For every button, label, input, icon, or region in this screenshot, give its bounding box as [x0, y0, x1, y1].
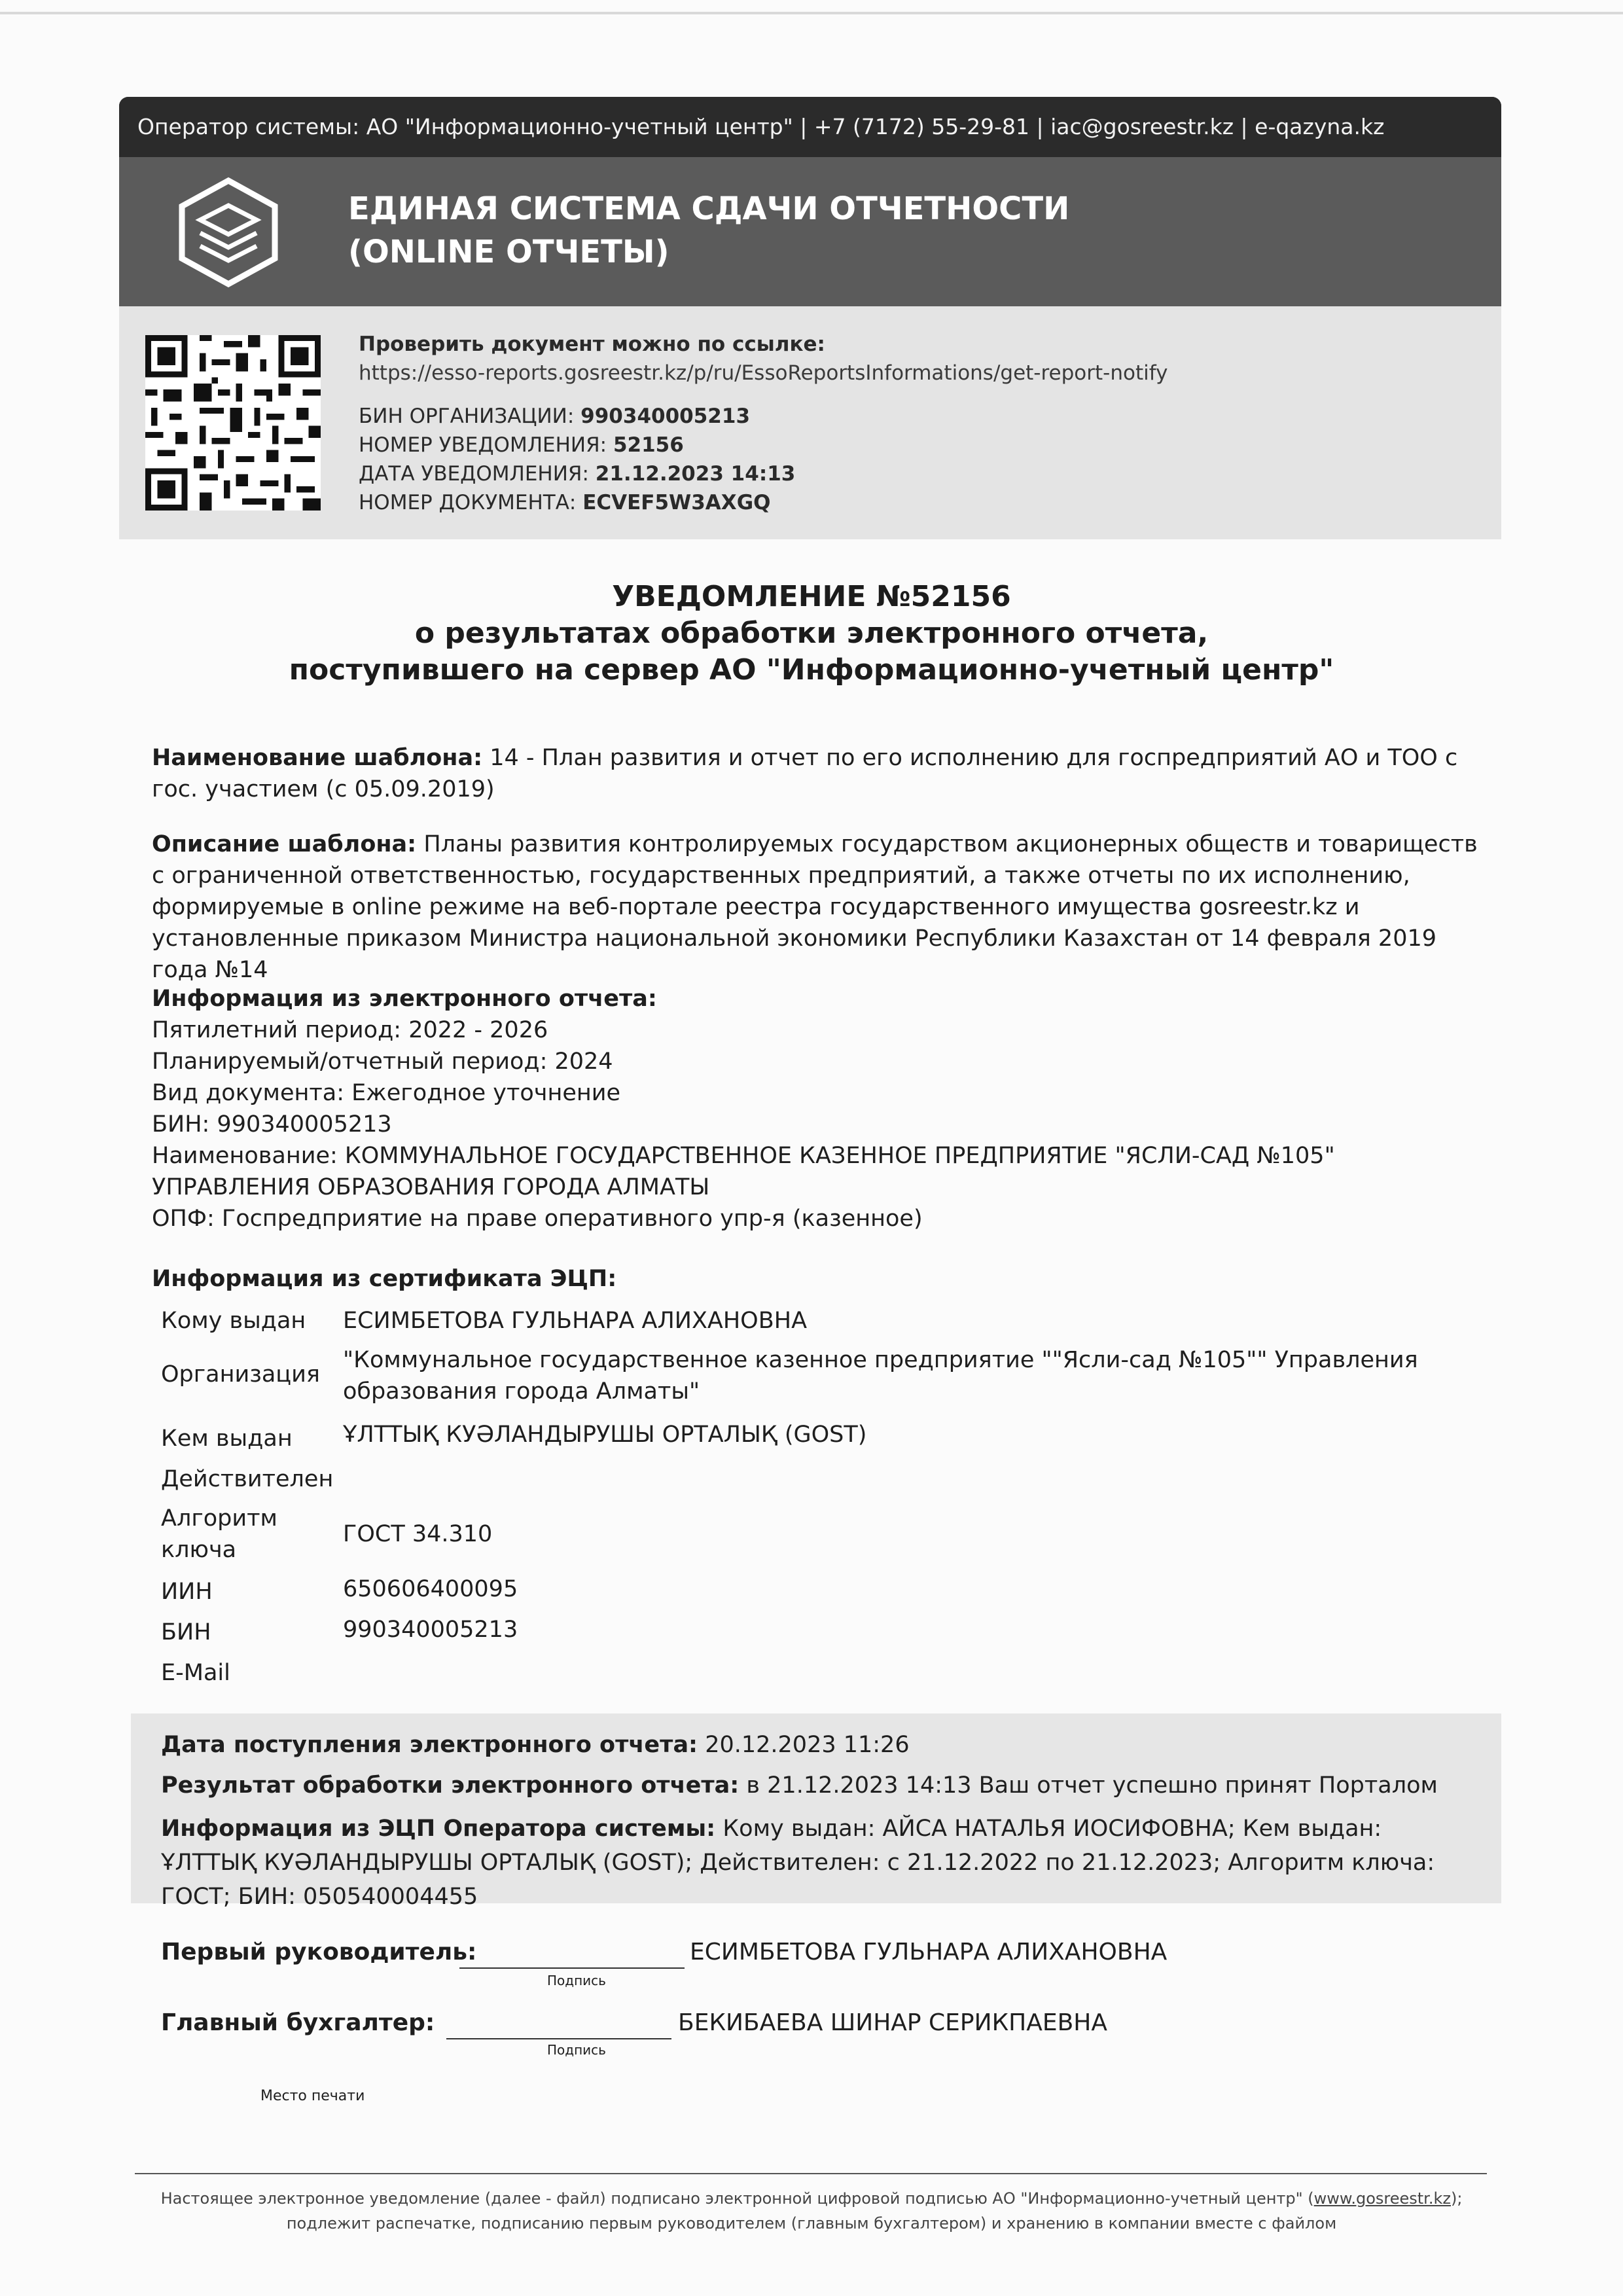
footer-line1-end: );	[1450, 2189, 1463, 2208]
footer-line1-start: Настоящее электронное уведомление (далее - файл) подписано электронной цифровой подписью АО "Информационно-учетный центр" (	[160, 2189, 1314, 2208]
received-date-row	[161, 1728, 1476, 1762]
received-date-label: Дата поступления электронного отчета:	[161, 1732, 698, 1758]
notice-number-label: НОМЕР УВЕДОМЛЕНИЯ:	[359, 433, 607, 457]
system-title	[348, 187, 1069, 274]
head-signature-label: Первый руководитель:	[161, 1939, 477, 1965]
notice-title-line2: о результатах обработки электронного отчета,	[414, 617, 1209, 650]
verification-link[interactable]: https://esso-reports.gosreestr.kz/p/ru/EssoReportsInformations/get-report-notify	[359, 361, 1168, 385]
head-signature-caption: Подпись	[547, 1973, 606, 1988]
cert-organization-label: Организация	[161, 1361, 320, 1388]
certificate-heading-block	[152, 1263, 1493, 1295]
template-description-value: Планы развития контролируемых государством акционерных обществ и товариществ с ограниченной ответственностью, государственных предприятий, а также отчеты по их исполнению, формируемые в online режиме на веб-портале реестра государственного имущества gosreestr.kz и установленные приказом Министра национальной экономики Республики Казахстан от 14 февраля 2019 года №14	[152, 831, 1478, 983]
cert-algorithm-label: Алгоритм ключа	[161, 1505, 277, 1563]
bin-value: 990340005213	[580, 404, 751, 428]
footer-line1	[0, 2186, 1623, 2211]
head-signature-line	[459, 1967, 685, 1969]
cert-algorithm-value: ГОСТ 34.310	[343, 1521, 493, 1547]
cert-bin-value: 990340005213	[343, 1617, 518, 1643]
received-date-value: 20.12.2023 11:26	[705, 1732, 910, 1758]
accountant-signature-label: Главный бухгалтер:	[161, 2009, 435, 2036]
template-name-value: 14 - План развития и отчет по его исполнению для госпредприятий АО и ТОО с гос. участием (с 05.09.2019)	[152, 745, 1458, 802]
check-label: Проверить документ можно по ссылке:	[359, 332, 825, 356]
notice-number-row	[359, 431, 1168, 459]
report-info	[152, 983, 1493, 1234]
report-five-year-period: Пятилетний период: 2022 - 2026	[152, 1017, 548, 1043]
cert-iin-value: 650606400095	[343, 1576, 518, 1602]
report-opf: ОПФ: Госпредприятие на праве оперативного упр-я (казенное)	[152, 1206, 923, 1232]
document-number-row	[359, 488, 1168, 517]
stamp-place: Место печати	[260, 2088, 365, 2104]
notice-title-line3: поступившего на сервер АО "Информационно-учетный центр"	[289, 653, 1334, 687]
cert-iin-label: ИИН	[161, 1579, 213, 1605]
processing-result-row	[161, 1768, 1476, 1803]
cert-issuer-value: ҰЛТТЫҚ КУӘЛАНДЫРУШЫ ОРТАЛЫҚ (GOST)	[343, 1422, 867, 1448]
template-name-label: Наименование шаблона:	[152, 745, 483, 771]
report-bin: БИН: 990340005213	[152, 1111, 392, 1138]
cert-valid-label: Действителен	[161, 1466, 334, 1492]
cert-organization-value: "Коммунальное государственное казенное предприятие ""Ясли-сад №105"" Управления образования города Алматы"	[343, 1347, 1418, 1405]
certificate-heading: Информация из сертификата ЭЦП:	[152, 1266, 617, 1292]
cert-issued-to-value: ЕСИМБЕТОВА ГУЛЬНАРА АЛИХАНОВНА	[343, 1308, 808, 1334]
operator-signature-label: Информация из ЭЦП Оператора системы:	[161, 1816, 716, 1842]
notice-date-value: 21.12.2023 14:13	[595, 462, 796, 486]
document-number-label: НОМЕР ДОКУМЕНТА:	[359, 491, 577, 514]
template-description	[152, 829, 1493, 986]
template-name	[152, 742, 1493, 805]
footer-divider	[135, 2173, 1487, 2174]
processing-result-value: в 21.12.2023 14:13 Ваш отчет успешно принят Порталом	[746, 1772, 1438, 1799]
processing-result-panel	[131, 1713, 1501, 1910]
verification-panel	[119, 306, 1501, 539]
operator-signature-row	[161, 1812, 1476, 1914]
footer-line2: подлежит распечатке, подписанию первым руководителем (главным бухгалтером) и хранению в компании вместе с файлом	[286, 2214, 1337, 2233]
notice-date-row	[359, 459, 1168, 488]
system-title-line1: ЕДИНАЯ СИСТЕМА СДАЧИ ОТЧЕТНОСТИ	[348, 190, 1070, 227]
qr-code-icon[interactable]	[145, 335, 321, 511]
footer-note	[0, 2186, 1623, 2236]
accountant-signature-caption: Подпись	[547, 2042, 606, 2058]
bin-label: БИН ОРГАНИЗАЦИИ:	[359, 404, 575, 428]
notice-number-value: 52156	[613, 433, 684, 457]
accountant-signature-line	[446, 2038, 671, 2039]
processing-result-label: Результат обработки электронного отчета:	[161, 1772, 740, 1799]
document-number-value: ECVEF5W3AXGQ	[582, 491, 771, 514]
bin-row	[359, 402, 1168, 431]
head-signature-name: ЕСИМБЕТОВА ГУЛЬНАРА АЛИХАНОВНА	[690, 1939, 1168, 1965]
cert-issuer-label: Кем выдан	[161, 1426, 293, 1452]
footer-link[interactable]: www.gosreestr.kz	[1313, 2189, 1451, 2208]
system-title-line2: (ONLINE ОТЧЕТЫ)	[348, 234, 669, 270]
verification-text	[359, 330, 1168, 517]
template-description-label: Описание шаблона:	[152, 831, 417, 857]
notice-title-line1: УВЕДОМЛЕНИЕ №52156	[612, 580, 1011, 613]
system-header	[119, 97, 1501, 306]
report-organization-name: Наименование: КОММУНАЛЬНОЕ ГОСУДАРСТВЕННОЕ КАЗЕННОЕ ПРЕДПРИЯТИЕ "ЯСЛИ-САД №105" УПРАВЛЕНИЯ ОБРАЗОВАНИЯ ГОРОДА АЛМАТЫ	[152, 1143, 1335, 1200]
notice-title	[0, 579, 1623, 689]
report-info-heading: Информация из электронного отчета:	[152, 986, 657, 1012]
scan-edge	[0, 12, 1623, 14]
report-planned-period: Планируемый/отчетный период: 2024	[152, 1049, 613, 1075]
report-document-type: Вид документа: Ежегодное уточнение	[152, 1080, 621, 1106]
accountant-signature-name: БЕКИБАЕВА ШИНАР СЕРИКПАЕВНА	[678, 2009, 1107, 2036]
cert-issued-to-label: Кому выдан	[161, 1308, 306, 1334]
layered-cube-logo-icon	[173, 177, 284, 288]
operator-signature-value: Кому выдан: АЙСА НАТАЛЬЯ ИОСИФОВНА; Кем выдан: ҰЛТТЫҚ КУӘЛАНДЫРУШЫ ОРТАЛЫҚ (GOST); Действителен: с 21.12.2022 по 21.12.2023; Алгоритм ключа: ГОСТ; БИН: 050540004455	[161, 1816, 1435, 1910]
cert-bin-label: БИН	[161, 1619, 211, 1645]
notice-date-label: ДАТА УВЕДОМЛЕНИЯ:	[359, 462, 589, 486]
operator-bar: Оператор системы: АО "Информационно-учетный центр" | +7 (7172) 55-29-81 | iac@gosreestr.kz | e-qazyna.kz	[119, 97, 1501, 157]
cert-email-label: E-Mail	[161, 1660, 230, 1686]
